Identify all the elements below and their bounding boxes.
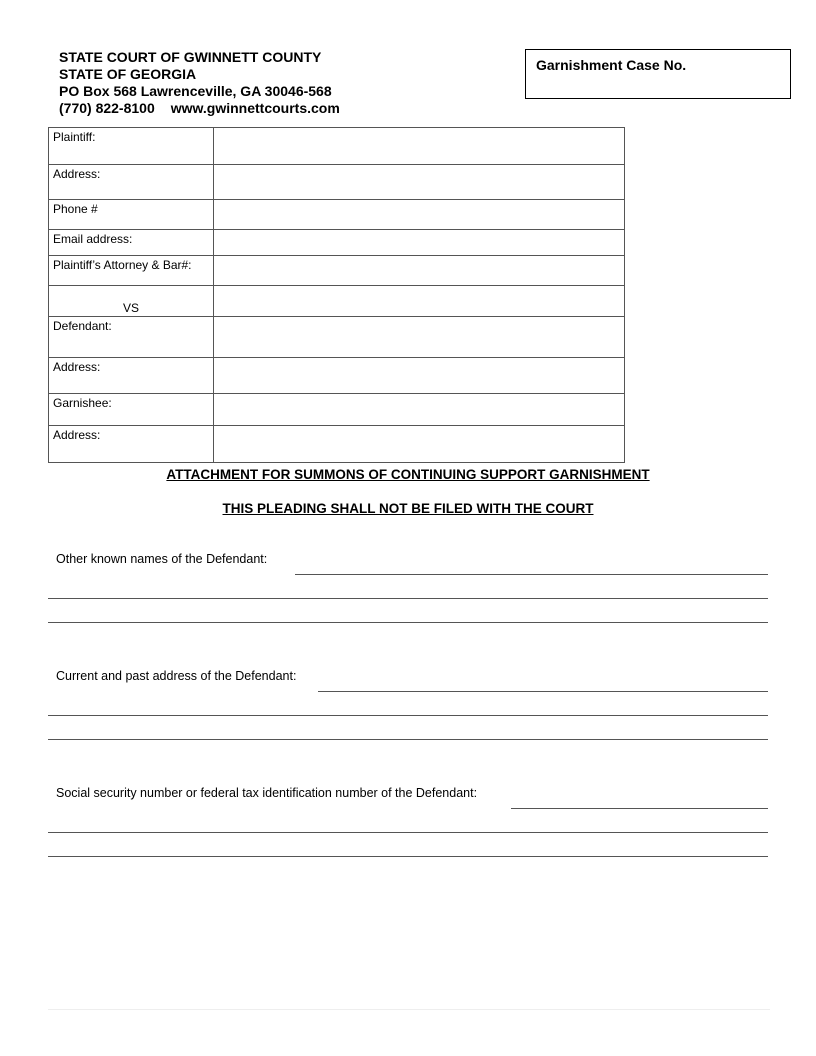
other-names-line-2[interactable] bbox=[48, 598, 768, 599]
attorney-label: Plaintiff’s Attorney & Bar#: bbox=[49, 256, 214, 286]
vs-cell bbox=[49, 286, 214, 317]
other-names-line-1[interactable] bbox=[295, 574, 768, 575]
ssn-label: Social security number or federal tax identification number of the Defendant: bbox=[56, 786, 478, 800]
garnishee-address-field[interactable] bbox=[214, 426, 625, 463]
defendant-address-field[interactable] bbox=[214, 358, 625, 394]
ssn-line-1[interactable] bbox=[511, 808, 768, 809]
defendant-field[interactable] bbox=[214, 317, 625, 358]
other-names-line-3[interactable] bbox=[48, 622, 768, 623]
court-address: PO Box 568 Lawrenceville, GA 30046-568 bbox=[59, 83, 332, 99]
addresses-line-3[interactable] bbox=[48, 739, 768, 740]
court-phone: (770) 822-8100 bbox=[59, 100, 155, 116]
court-contact bbox=[59, 100, 340, 117]
footer-divider bbox=[48, 1009, 770, 1010]
plaintiff-address-label: Address: bbox=[49, 165, 214, 200]
court-website: www.gwinnettcourts.com bbox=[170, 100, 340, 116]
parties-table bbox=[48, 127, 625, 463]
defendant-label: Defendant: bbox=[49, 317, 214, 358]
ssn-line-2[interactable] bbox=[48, 832, 768, 833]
plaintiff-field[interactable] bbox=[214, 128, 625, 165]
not-filed-notice: THIS PLEADING SHALL NOT BE FILED WITH THE COURT bbox=[222, 501, 594, 516]
email-label: Email address: bbox=[49, 230, 214, 256]
defendant-address-label: Address: bbox=[49, 358, 214, 394]
addresses-line-2[interactable] bbox=[48, 715, 768, 716]
court-header bbox=[59, 49, 340, 117]
phone-field[interactable] bbox=[214, 200, 625, 230]
court-name: STATE COURT OF GWINNETT COUNTY bbox=[59, 49, 322, 65]
ssn-line-3[interactable] bbox=[48, 856, 768, 857]
other-names-label: Other known names of the Defendant: bbox=[56, 552, 268, 566]
attorney-field[interactable] bbox=[214, 256, 625, 286]
email-field[interactable] bbox=[214, 230, 625, 256]
phone-label: Phone # bbox=[49, 200, 214, 230]
garnishee-address-label: Address: bbox=[49, 426, 214, 463]
case-number-label: Garnishment Case No. bbox=[536, 57, 687, 73]
plaintiff-address-field[interactable] bbox=[214, 165, 625, 200]
garnishee-label: Garnishee: bbox=[49, 394, 214, 426]
plaintiff-label: Plaintiff: bbox=[49, 128, 214, 165]
case-number-box[interactable] bbox=[525, 49, 791, 99]
attachment-title: ATTACHMENT FOR SUMMONS OF CONTINUING SUPPORT GARNISHMENT bbox=[166, 467, 650, 482]
vs-label: VS bbox=[122, 301, 139, 315]
addresses-label: Current and past address of the Defendant: bbox=[56, 669, 297, 683]
court-state: STATE OF GEORGIA bbox=[59, 66, 197, 82]
garnishee-field[interactable] bbox=[214, 394, 625, 426]
vs-field bbox=[214, 286, 625, 317]
addresses-line-1[interactable] bbox=[318, 691, 768, 692]
